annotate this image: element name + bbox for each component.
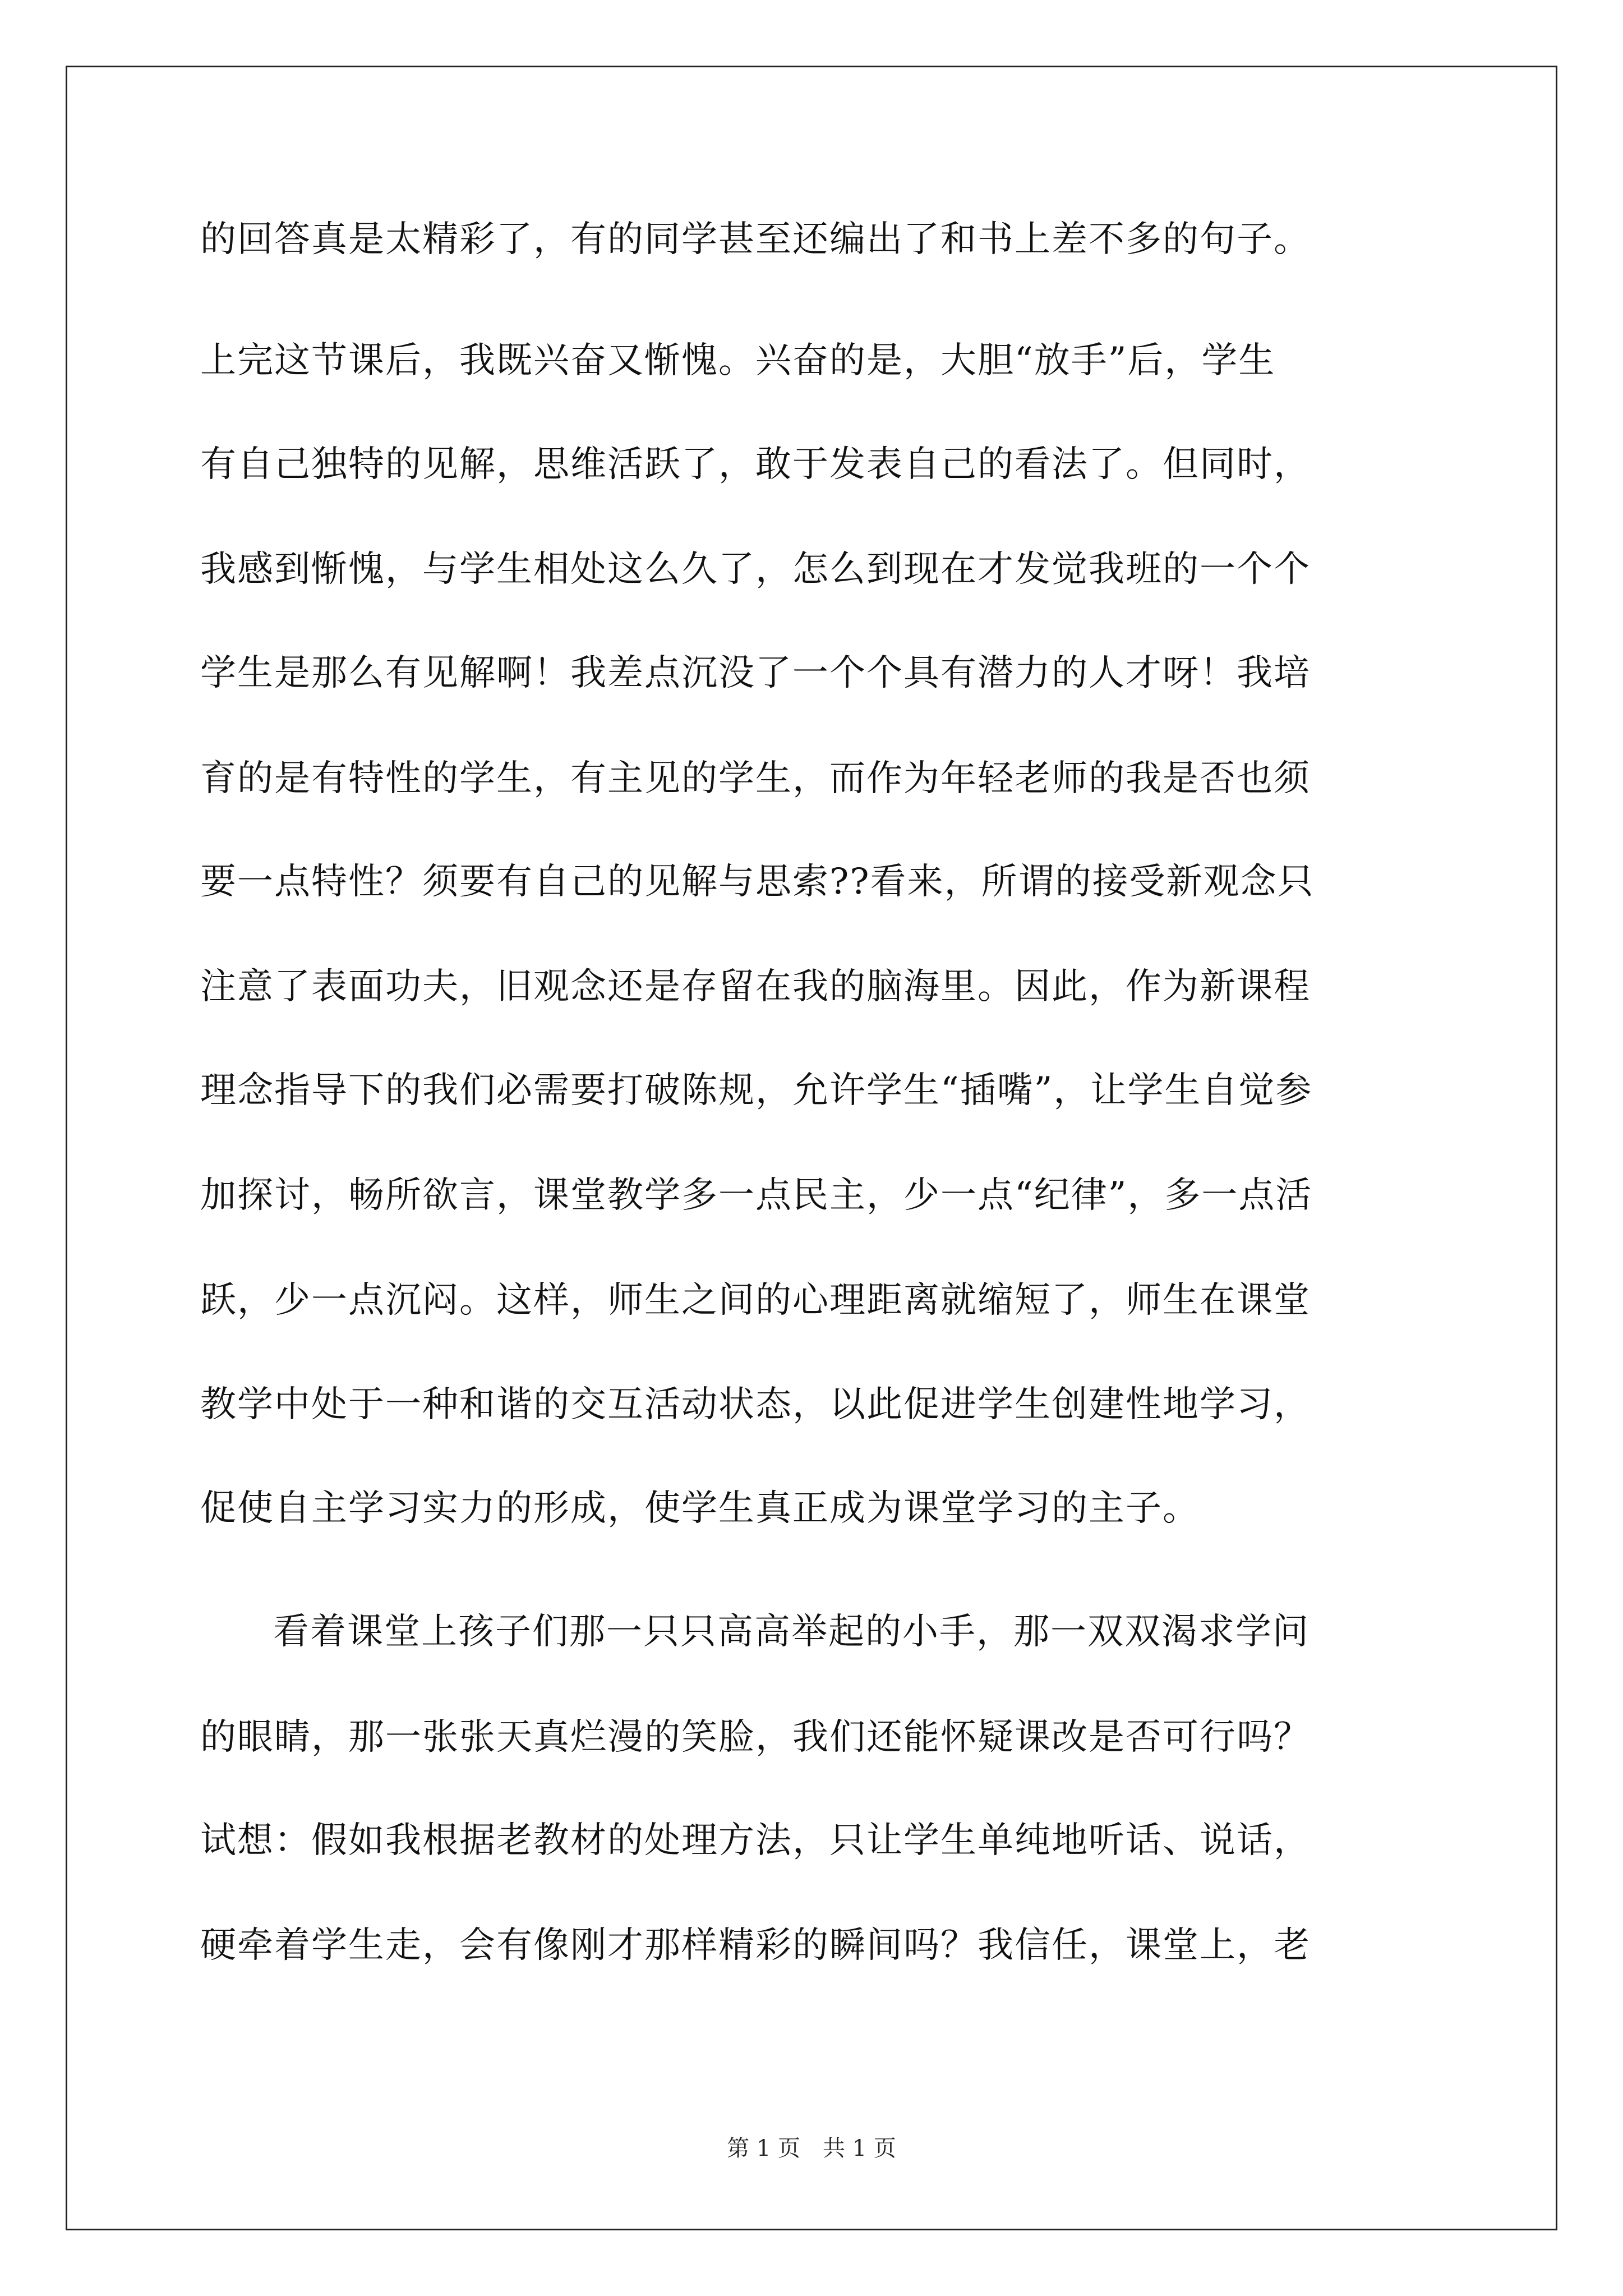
text-line: 试想：假如我根据老教材的处理方法，只让学生单纯地听话、说话， xyxy=(200,1820,1311,1861)
text-line: 的眼睛，那一张张天真烂漫的笑脸，我们还能怀疑课改是否可行吗？ xyxy=(200,1717,1311,1758)
text-line: 我感到惭愧，与学生相处这么久了，怎么到现在才发觉我班的一个个 xyxy=(200,549,1311,590)
page-total: 共 1 页 xyxy=(823,2136,896,2161)
text-line: 促使自主学习实力的形成，使学生真正成为课堂学习的主子。 xyxy=(200,1488,1200,1529)
text-line: 有自己独特的见解，思维活跃了，敢于发表自己的看法了。但同时， xyxy=(200,444,1311,485)
text-line: 上完这节课后，我既兴奋又惭愧。兴奋的是，大胆“放手”后，学生 xyxy=(200,340,1276,381)
text-line: 育的是有特性的学生，有主见的学生，而作为年轻老师的我是否也须 xyxy=(200,758,1311,799)
text-line: 教学中处于一种和谐的交互活动状态，以此促进学生创建性地学习， xyxy=(200,1384,1311,1425)
text-line: 要一点特性？须要有自己的见解与思索??看来，所谓的接受新观念只 xyxy=(200,861,1315,903)
text-line: 理念指导下的我们必需要打破陈规，允许学生“插嘴”，让学生自觉参 xyxy=(200,1070,1313,1111)
paragraph-first-line: 看着课堂上孩子们那一只只高高举起的小手，那一双双渴求学问 xyxy=(273,1611,1310,1653)
page-border xyxy=(66,66,1557,2230)
text-line: 硬牵着学生走，会有像刚才那样精彩的瞬间吗？我信任，课堂上，老 xyxy=(200,1925,1311,1966)
text-line: 注意了表面功夫，旧观念还是存留在我的脑海里。因此，作为新课程 xyxy=(200,966,1311,1007)
text-line: 加探讨，畅所欲言，课堂教学多一点民主，少一点“纪律”，多一点活 xyxy=(200,1175,1313,1216)
page-number: 第 1 页 xyxy=(727,2136,800,2161)
page-footer xyxy=(0,2137,1623,2160)
text-line: 的回答真是太精彩了，有的同学甚至还编出了和书上差不多的句子。 xyxy=(200,219,1311,260)
text-line: 跃，少一点沉闷。这样，师生之间的心理距离就缩短了，师生在课堂 xyxy=(200,1280,1311,1321)
text-line: 学生是那么有见解啊！我差点沉没了一个个具有潜力的人才呀！我培 xyxy=(200,652,1311,694)
